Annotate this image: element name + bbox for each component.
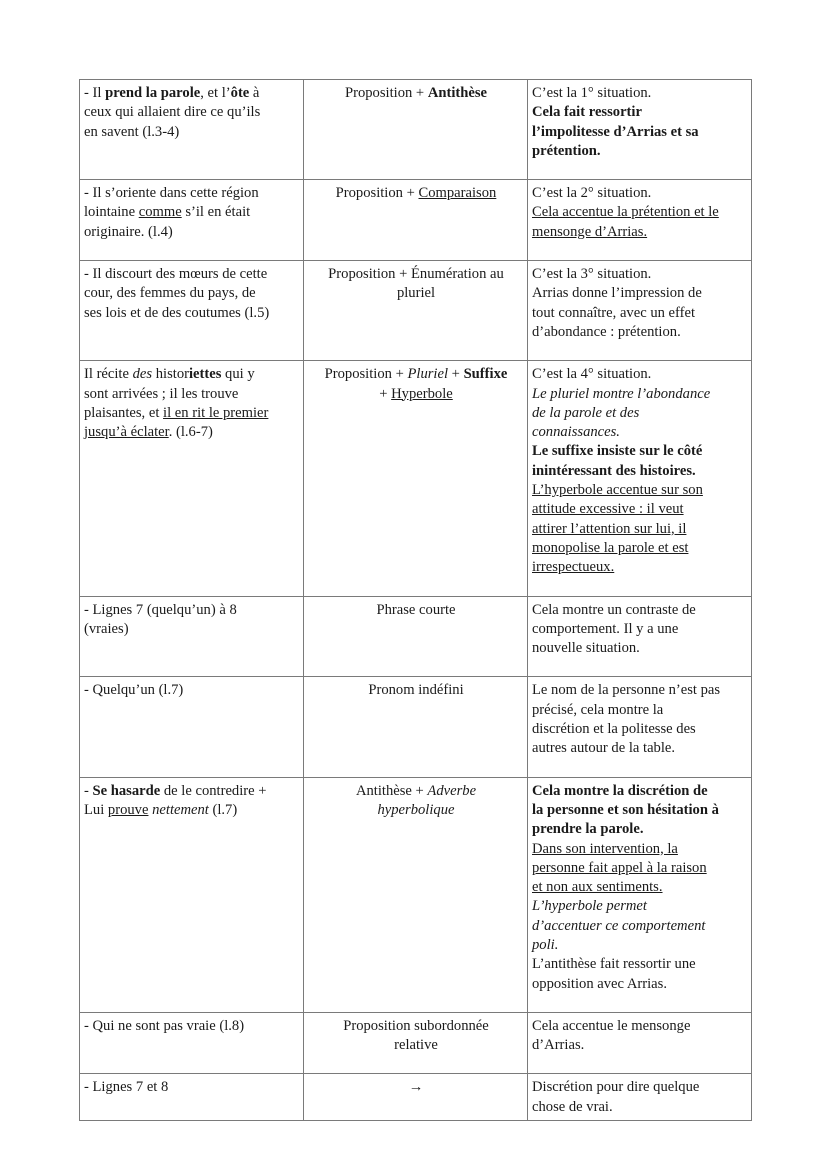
text: Proposition + <box>324 366 408 383</box>
cell-interpretation <box>528 180 752 261</box>
cell-interpretation <box>528 80 752 180</box>
text: + <box>379 385 392 402</box>
underlined-line: et non aux sentiments. <box>532 879 663 896</box>
text: Il récite <box>84 366 133 383</box>
text-line: Le nom de la personne n’est pas <box>532 682 721 699</box>
cell-interpretation <box>528 777 752 1012</box>
text-line: - Il discourt des mœurs de cette <box>84 266 268 283</box>
bold-line: inintéressant des histoires. <box>532 462 696 479</box>
cell-procedure <box>304 80 528 180</box>
text-line: pluriel <box>396 285 436 302</box>
cell-interpretation <box>528 1074 752 1121</box>
italic-text: Pluriel <box>407 366 449 383</box>
cell-quote <box>80 777 304 1012</box>
table-row <box>80 180 752 261</box>
text: , et l’ <box>200 85 231 101</box>
cell-quote <box>80 261 304 361</box>
cell-interpretation <box>528 596 752 677</box>
cell-procedure <box>304 1012 528 1074</box>
underlined-text: Comparaison <box>418 185 497 202</box>
text-line: C’est la 2° situation. <box>532 185 652 202</box>
text-line: C’est la 4° situation. <box>532 366 652 383</box>
italic-line: Le pluriel montre l’abondance <box>532 385 711 402</box>
text-line: - Quelqu’un (l.7) <box>84 682 184 699</box>
text-line: Proposition + Énumération au <box>328 266 504 283</box>
text: + <box>448 366 464 383</box>
text: de le contredire + <box>160 782 267 799</box>
text: à <box>249 85 260 101</box>
text-line: relative <box>394 1037 438 1054</box>
italic-text: nettement <box>152 801 209 818</box>
text: qui y <box>221 366 255 383</box>
text-line: Proposition subordonnée <box>343 1017 489 1034</box>
italic-text: Adverbe <box>427 782 477 799</box>
underlined-text: il en rit le premier <box>163 404 269 421</box>
cell-quote <box>80 677 304 777</box>
text-line: d’Arrias. <box>532 1037 585 1054</box>
text-line: Cela montre un contraste de <box>532 601 696 618</box>
text-line: - Qui ne sont pas vraie (l.8) <box>84 1017 245 1034</box>
underlined-line: attitude excessive : il veut <box>532 501 684 518</box>
text-line: Pronom indéfini <box>368 682 464 699</box>
table-row <box>80 1074 752 1121</box>
italic-line: L’hyperbole permet <box>532 898 647 915</box>
cell-interpretation <box>528 261 752 361</box>
cell-quote <box>80 1074 304 1121</box>
italic-text: des <box>132 366 153 383</box>
text: Lui <box>84 801 108 818</box>
text: - <box>84 782 93 799</box>
text-line: ceux qui allaient dire ce qu’ils <box>84 104 261 121</box>
bold-text: Antithèse <box>427 85 488 101</box>
cell-procedure <box>304 596 528 677</box>
bold-line: Le suffixe insiste sur le côté <box>532 443 703 460</box>
bold-line: l’impolitesse d’Arrias et sa <box>532 123 699 140</box>
cell-interpretation <box>528 361 752 596</box>
cell-procedure <box>304 677 528 777</box>
text: Proposition + <box>335 185 419 202</box>
text: Proposition + <box>344 85 428 101</box>
text-line: nouvelle situation. <box>532 640 640 657</box>
text-line: en savent (l.3-4) <box>84 123 180 140</box>
underlined-line: personne fait appel à la raison <box>532 859 707 876</box>
cell-quote <box>80 361 304 596</box>
underlined-line: L’hyperbole accentue sur son <box>532 482 703 499</box>
italic-line: poli. <box>532 936 559 953</box>
cell-quote <box>80 180 304 261</box>
table-row <box>80 596 752 677</box>
analysis-table <box>79 79 752 1121</box>
text-line: précisé, cela montre la <box>532 701 664 718</box>
analysis-document <box>79 79 750 1121</box>
table-row <box>80 1012 752 1074</box>
italic-line: de la parole et des <box>532 404 640 421</box>
text-line: autres autour de la table. <box>532 740 676 757</box>
text: Antithèse + <box>355 782 428 799</box>
underlined-line: monopolise la parole et est <box>532 539 689 556</box>
text-line: ses lois et de des coutumes (l.5) <box>84 304 270 321</box>
text-line: L’antithèse fait ressortir une <box>532 956 696 973</box>
table-row <box>80 677 752 777</box>
cell-interpretation <box>528 677 752 777</box>
cell-quote <box>80 596 304 677</box>
bold-text: Suffixe <box>463 366 508 383</box>
text-line: (vraies) <box>84 620 129 637</box>
bold-line: la personne et son hésitation à <box>532 801 719 818</box>
cell-procedure <box>304 777 528 1012</box>
text-line: sont arrivées ; il les trouve <box>84 385 239 402</box>
bold-line: prendre la parole. <box>532 821 644 838</box>
underlined-line: Dans son intervention, la <box>532 840 678 857</box>
text-line: Phrase courte <box>376 601 456 618</box>
underlined-text: jusqu’à éclater <box>84 424 169 441</box>
text: (l.7) <box>208 801 238 818</box>
bold-line: Cela montre la discrétion de <box>532 782 708 799</box>
text-line: Discrétion pour dire quelque <box>532 1079 700 1096</box>
text-line: comportement. Il y a une <box>532 620 679 637</box>
bold-text: Se hasarde <box>92 782 161 799</box>
cell-procedure <box>304 261 528 361</box>
text: plaisantes, et <box>84 404 164 421</box>
underlined-line: irrespectueux. <box>532 559 615 576</box>
text-line: chose de vrai. <box>532 1098 613 1115</box>
underlined-text: prouve <box>107 801 149 818</box>
text-line: - Lignes 7 et 8 <box>84 1079 169 1096</box>
italic-line: d’accentuer ce comportement <box>532 917 706 934</box>
italic-line: hyperbolique <box>377 801 455 818</box>
table-row <box>80 777 752 1012</box>
underlined-text: comme <box>138 204 182 221</box>
cell-quote <box>80 1012 304 1074</box>
text: . (l.6-7) <box>168 424 213 441</box>
table-row <box>80 80 752 180</box>
underlined-line: mensonge d’Arrias. <box>532 223 648 240</box>
cell-procedure <box>304 1074 528 1121</box>
arrow-icon: → <box>408 1079 424 1096</box>
text: lointaine <box>84 204 139 221</box>
text-line: opposition avec Arrias. <box>532 975 667 992</box>
text-line: originaire. (l.4) <box>84 223 173 240</box>
underlined-line: Cela accentue la prétention et le <box>532 204 719 221</box>
text-line: C’est la 3° situation. <box>532 266 652 283</box>
cell-procedure <box>304 361 528 596</box>
text-line: cour, des femmes du pays, de <box>84 285 256 302</box>
text-line: tout connaître, avec un effet <box>532 304 696 321</box>
italic-line: connaissances. <box>532 424 620 441</box>
text-line: Arrias donne l’impression de <box>532 285 702 302</box>
table-row <box>80 261 752 361</box>
text-line: Cela accentue le mensonge <box>532 1017 691 1034</box>
text-line: C’est la 1° situation. <box>532 85 652 101</box>
bold-text: iettes <box>188 366 222 383</box>
cell-procedure <box>304 180 528 261</box>
table-row <box>80 361 752 596</box>
cell-quote <box>80 80 304 180</box>
bold-line: prétention. <box>532 142 601 159</box>
text: histor <box>152 366 189 383</box>
bold-line: Cela fait ressortir <box>532 104 642 121</box>
underlined-line: attirer l’attention sur lui, il <box>532 520 687 537</box>
text-line: d’abondance : prétention. <box>532 323 681 340</box>
cell-interpretation <box>528 1012 752 1074</box>
text-line: - Il s’oriente dans cette région <box>84 185 259 202</box>
underlined-text: Hyperbole <box>391 385 453 402</box>
bold-text: prend la parole <box>105 85 201 101</box>
text-line: - Lignes 7 (quelqu’un) à 8 <box>84 601 237 618</box>
bold-text: ôte <box>230 85 250 101</box>
text: s’il en était <box>181 204 251 221</box>
text: - Il <box>84 85 106 101</box>
text-line: discrétion et la politesse des <box>532 721 696 738</box>
